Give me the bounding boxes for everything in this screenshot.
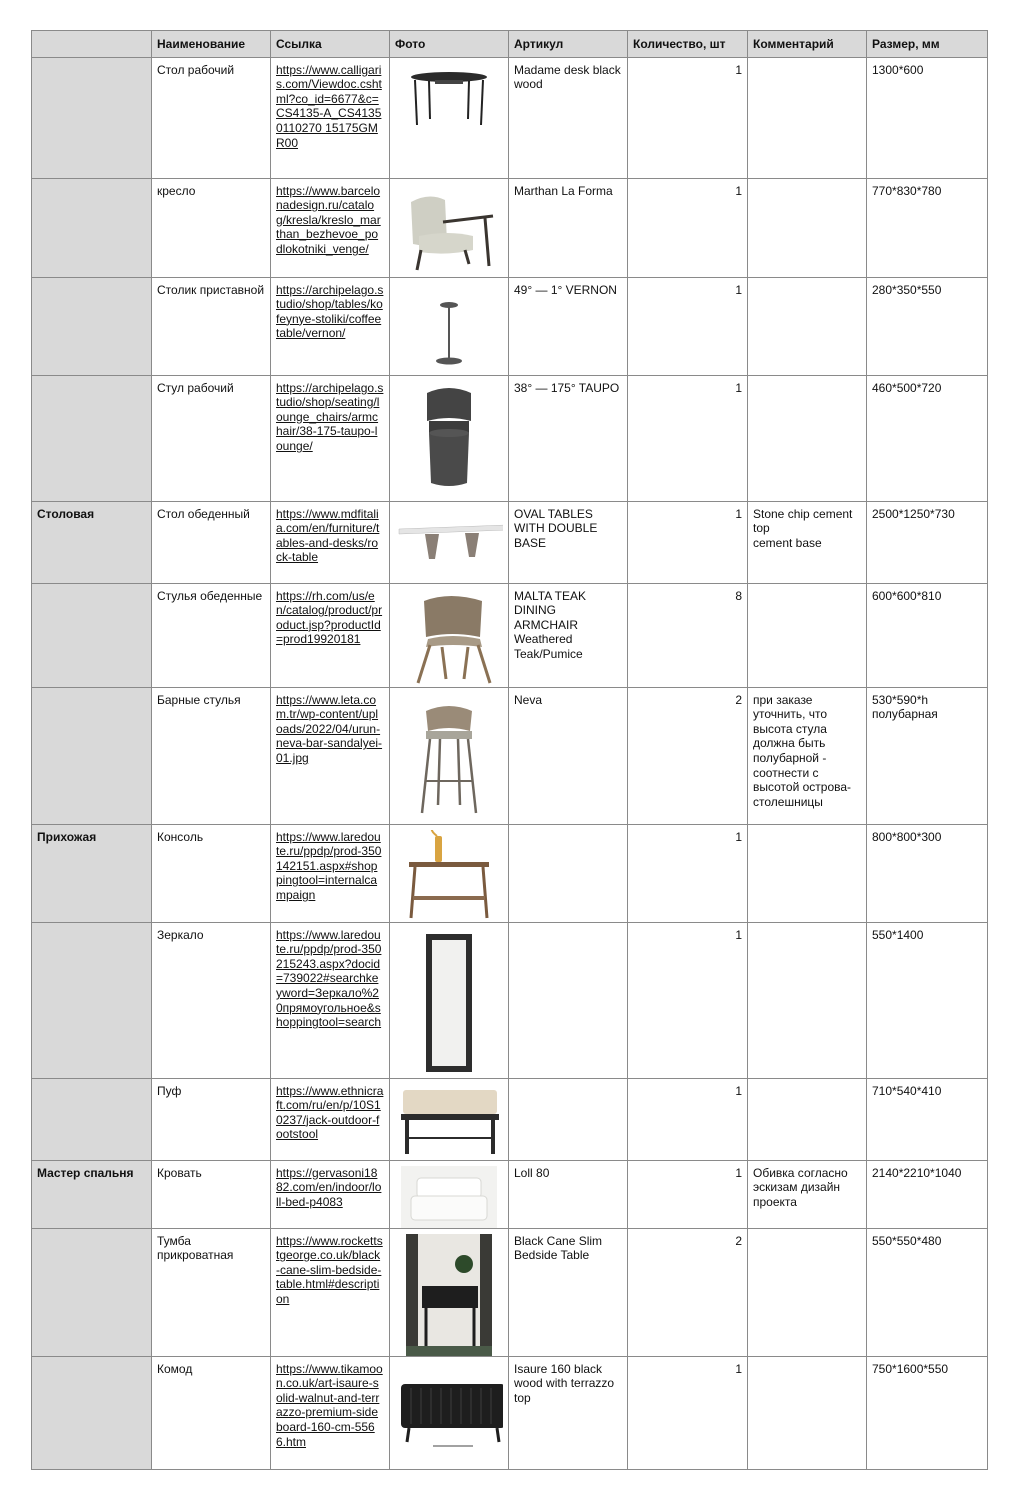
bed-photo-icon (395, 1166, 503, 1228)
photo-cell (390, 178, 509, 277)
product-link-text[interactable]: https://www.calligaris.com/Viewdoc.cshtml?co_id=6677&c=CS4135-A_CS41350110270 15175GMR00 (276, 62, 382, 150)
section-cell (32, 1078, 152, 1160)
section-cell (32, 375, 152, 501)
item-name (152, 1160, 271, 1228)
section-cell (32, 583, 152, 687)
article-cell (509, 824, 628, 922)
table-row (32, 824, 988, 922)
product-link-text[interactable]: https://gervasoni1882.com/en/indoor/loll-bed-p4083 (276, 1165, 382, 1209)
size-cell-text: 550*1400 (872, 927, 924, 942)
item-name (152, 922, 271, 1078)
quantity-cell-text: 1 (735, 1361, 742, 1376)
comment-cell (748, 1160, 867, 1228)
article-cell (509, 1078, 628, 1160)
photo-cell (390, 1160, 509, 1228)
size-cell (867, 824, 988, 922)
article-cell-text: Isaure 160 black wood with terrazzo top (514, 1361, 615, 1405)
photo-cell (390, 277, 509, 375)
product-link (271, 501, 390, 583)
lounge-chair-photo-icon (395, 381, 503, 499)
product-link-text[interactable]: https://www.leta.com.tr/wp-content/uploads/2022/04/urun-neva-bar-sandalyei-01.jpg (276, 692, 383, 765)
quantity-cell-text: 1 (735, 1165, 742, 1180)
comment-cell (748, 375, 867, 501)
header-link: Ссылка (271, 31, 390, 58)
quantity-cell-text: 1 (735, 1083, 742, 1098)
article-cell (509, 687, 628, 824)
item-name-text: Барные стулья (157, 692, 241, 707)
product-link (271, 1228, 390, 1356)
size-cell (867, 687, 988, 824)
article-cell (509, 501, 628, 583)
table-row (32, 1356, 988, 1469)
table-row (32, 501, 988, 583)
table-row (32, 178, 988, 277)
header-section (32, 31, 152, 58)
product-link-text[interactable]: https://archipelago.studio/shop/seating/lounge_chairs/armchair/38-175-taupo-lounge/ (276, 380, 384, 453)
product-link-text[interactable]: https://www.laredoute.ru/ppdp/prod-350215243.aspx?docid=739022#searchkeyword=Зеркало%20прямоугольное&shoppingtool=search (276, 927, 382, 1030)
section-cell (32, 501, 152, 583)
section-cell (32, 824, 152, 922)
photo-cell (390, 1078, 509, 1160)
comment-cell (748, 178, 867, 277)
article-cell (509, 375, 628, 501)
product-link-text[interactable]: https://www.rockettstgeorge.co.uk/black-cane-slim-bedside-table.html#description (276, 1233, 383, 1306)
article-cell (509, 583, 628, 687)
quantity-cell-text: 1 (735, 282, 742, 297)
article-cell-text: Madame desk black wood (514, 62, 621, 92)
product-link-text[interactable]: https://www.barcelonadesign.ru/catalog/kresla/kreslo_marthan_bezhevoe_podlokotniki_venge/ (276, 183, 381, 256)
article-cell (509, 1160, 628, 1228)
comment-cell (748, 277, 867, 375)
product-link-text[interactable]: https://rh.com/us/en/catalog/product/product.jsp?productId=prod19920181 (276, 588, 383, 647)
section-cell (32, 1160, 152, 1228)
quantity-cell (628, 1078, 748, 1160)
size-cell-text: 530*590*h полубарная (872, 692, 938, 722)
quantity-cell-text: 1 (735, 183, 742, 198)
item-name-text: Зеркало (157, 927, 204, 942)
item-name (152, 178, 271, 277)
item-name-text: Комод (157, 1361, 193, 1376)
quantity-cell (628, 583, 748, 687)
dining-table-photo-icon (395, 507, 503, 567)
table-row (32, 583, 988, 687)
size-cell (867, 178, 988, 277)
comment-cell (748, 501, 867, 583)
quantity-cell (628, 1160, 748, 1228)
comment-cell (748, 1356, 867, 1469)
footstool-photo-icon (395, 1084, 503, 1158)
quantity-cell (628, 501, 748, 583)
product-link (271, 922, 390, 1078)
photo-cell (390, 687, 509, 824)
comment-cell-text: Обивка согласно эскизам дизайн проекта (753, 1165, 848, 1209)
product-link (271, 57, 390, 178)
quantity-cell (628, 178, 748, 277)
photo-cell (390, 922, 509, 1078)
item-name-text: Стул рабочий (157, 380, 234, 395)
section-cell-text: Мастер спальня (37, 1165, 134, 1180)
item-name-text: Стулья обеденные (157, 588, 263, 603)
comment-cell (748, 583, 867, 687)
quantity-cell-text: 2 (735, 1233, 742, 1248)
article-cell-text: Marthan La Forma (514, 183, 613, 198)
photo-cell (390, 824, 509, 922)
table-row (32, 687, 988, 824)
product-link (271, 687, 390, 824)
quantity-cell-text: 1 (735, 927, 742, 942)
size-cell-text: 800*800*300 (872, 829, 942, 844)
size-cell (867, 922, 988, 1078)
item-name (152, 57, 271, 178)
section-cell (32, 277, 152, 375)
item-name (152, 687, 271, 824)
size-cell-text: 770*830*780 (872, 183, 942, 198)
quantity-cell (628, 375, 748, 501)
item-name (152, 1078, 271, 1160)
product-link (271, 1078, 390, 1160)
side-table-photo-icon (395, 283, 503, 373)
quantity-cell-text: 2 (735, 692, 742, 707)
armchair-photo-icon (395, 184, 503, 274)
product-link-text[interactable]: https://archipelago.studio/shop/tables/kofeynye-stoliki/coffee table/vernon/ (276, 282, 384, 341)
section-cell (32, 1228, 152, 1356)
article-cell-text: 38° — 175° TAUPO (514, 380, 620, 395)
article-cell (509, 1356, 628, 1469)
item-name-text: Стол рабочий (157, 62, 235, 77)
article-cell-text: OVAL TABLES WITH DOUBLE BASE (514, 506, 598, 550)
product-link (271, 1356, 390, 1469)
dining-chair-photo-icon (395, 589, 503, 687)
table-row (32, 922, 988, 1078)
bedside-table-photo-icon (395, 1234, 503, 1356)
product-link (271, 277, 390, 375)
item-name (152, 375, 271, 501)
item-name-text: Консоль (157, 829, 204, 844)
section-cell (32, 57, 152, 178)
quantity-cell-text: 1 (735, 829, 742, 844)
photo-cell (390, 501, 509, 583)
item-name (152, 583, 271, 687)
section-cell-text: Прихожая (37, 829, 97, 844)
article-cell-text: 49° — 1° VERNON (514, 282, 617, 297)
photo-cell (390, 57, 509, 178)
size-cell (867, 583, 988, 687)
article-cell (509, 277, 628, 375)
comment-cell (748, 57, 867, 178)
product-link (271, 178, 390, 277)
header-article: Артикул (509, 31, 628, 58)
furniture-spec-table (31, 30, 988, 1470)
size-cell (867, 277, 988, 375)
mirror-photo-icon (395, 928, 503, 1078)
article-cell (509, 57, 628, 178)
comment-cell-text: Stone chip cement top cement base (753, 506, 853, 550)
header-qty: Количество, шт (628, 31, 748, 58)
item-name-text: Столик приставной (157, 282, 265, 297)
article-cell-text: Loll 80 (514, 1165, 550, 1180)
section-cell (32, 178, 152, 277)
quantity-cell-text: 8 (735, 588, 742, 603)
size-cell-text: 600*600*810 (872, 588, 942, 603)
header-name: Наименование (152, 31, 271, 58)
table-row (32, 1160, 988, 1228)
quantity-cell (628, 687, 748, 824)
size-cell (867, 1160, 988, 1228)
article-cell-text: MALTA TEAK DINING ARMCHAIR Weathered Teak/Pumice (514, 588, 587, 661)
header-row (32, 31, 988, 58)
sideboard-photo-icon (395, 1362, 503, 1458)
quantity-cell (628, 824, 748, 922)
header-photo: Фото (390, 31, 509, 58)
size-cell-text: 1300*600 (872, 62, 924, 77)
item-name-text: Стол обеденный (157, 506, 250, 521)
section-cell (32, 1356, 152, 1469)
quantity-cell (628, 57, 748, 178)
quantity-cell-text: 1 (735, 62, 742, 77)
quantity-cell (628, 922, 748, 1078)
quantity-cell (628, 277, 748, 375)
size-cell (867, 57, 988, 178)
photo-cell (390, 1356, 509, 1469)
product-link-text[interactable]: https://www.laredoute.ru/ppdp/prod-350142151.aspx#shoppingtool=internalcampaign (276, 829, 382, 902)
size-cell-text: 750*1600*550 (872, 1361, 949, 1376)
desk-photo-icon (395, 63, 503, 133)
photo-cell (390, 375, 509, 501)
section-cell (32, 922, 152, 1078)
item-name-text: Пуф (157, 1083, 182, 1098)
comment-cell (748, 922, 867, 1078)
article-cell (509, 922, 628, 1078)
product-link (271, 375, 390, 501)
header-size: Размер, мм (867, 31, 988, 58)
quantity-cell-text: 1 (735, 506, 742, 521)
quantity-cell-text: 1 (735, 380, 742, 395)
product-link-text[interactable]: https://www.ethnicraft.com/ru/en/p/10S10237/jack-outdoor-footstool (276, 1083, 384, 1142)
bar-stool-photo-icon (395, 693, 503, 821)
article-cell (509, 178, 628, 277)
header-comment: Комментарий (748, 31, 867, 58)
size-cell-text: 2140*2210*1040 (872, 1165, 962, 1180)
size-cell-text: 550*550*480 (872, 1233, 942, 1248)
item-name (152, 824, 271, 922)
photo-cell (390, 1228, 509, 1356)
photo-cell (390, 583, 509, 687)
article-cell-text: Neva (514, 692, 543, 707)
size-cell (867, 1356, 988, 1469)
size-cell-text: 460*500*720 (872, 380, 942, 395)
item-name (152, 277, 271, 375)
item-name (152, 1228, 271, 1356)
item-name-text: Кровать (157, 1165, 202, 1180)
item-name (152, 501, 271, 583)
article-cell (509, 1228, 628, 1356)
comment-cell (748, 1228, 867, 1356)
comment-cell (748, 1078, 867, 1160)
item-name-text: кресло (157, 183, 196, 198)
section-cell-text: Столовая (37, 506, 95, 521)
table-row (32, 1228, 988, 1356)
comment-cell (748, 824, 867, 922)
size-cell (867, 1078, 988, 1160)
quantity-cell (628, 1356, 748, 1469)
product-link-text[interactable]: https://www.mdfitalia.com/en/furniture/tables-and-desks/rock-table (276, 506, 380, 565)
size-cell (867, 1228, 988, 1356)
section-cell (32, 687, 152, 824)
size-cell-text: 280*350*550 (872, 282, 942, 297)
table-row (32, 277, 988, 375)
size-cell (867, 375, 988, 501)
console-photo-icon (395, 830, 503, 922)
product-link (271, 1160, 390, 1228)
table-row (32, 1078, 988, 1160)
comment-cell (748, 687, 867, 824)
article-cell-text: Black Cane Slim Bedside Table (514, 1233, 603, 1263)
size-cell-text: 2500*1250*730 (872, 506, 955, 521)
size-cell (867, 501, 988, 583)
table-row (32, 375, 988, 501)
size-cell-text: 710*540*410 (872, 1083, 942, 1098)
table-row (32, 57, 988, 178)
product-link-text[interactable]: https://www.tikamoon.co.uk/art-isaure-solid-walnut-and-terrazzo-premium-sideboard-160-cm-5566.htm (276, 1361, 383, 1449)
product-link (271, 583, 390, 687)
quantity-cell (628, 1228, 748, 1356)
comment-cell-text: при заказе уточнить, что высота стула должна быть полубарной - соотнести с высотой острова-столешницы (753, 692, 852, 809)
product-link (271, 824, 390, 922)
item-name (152, 1356, 271, 1469)
item-name-text: Тумба прикроватная (157, 1233, 234, 1263)
